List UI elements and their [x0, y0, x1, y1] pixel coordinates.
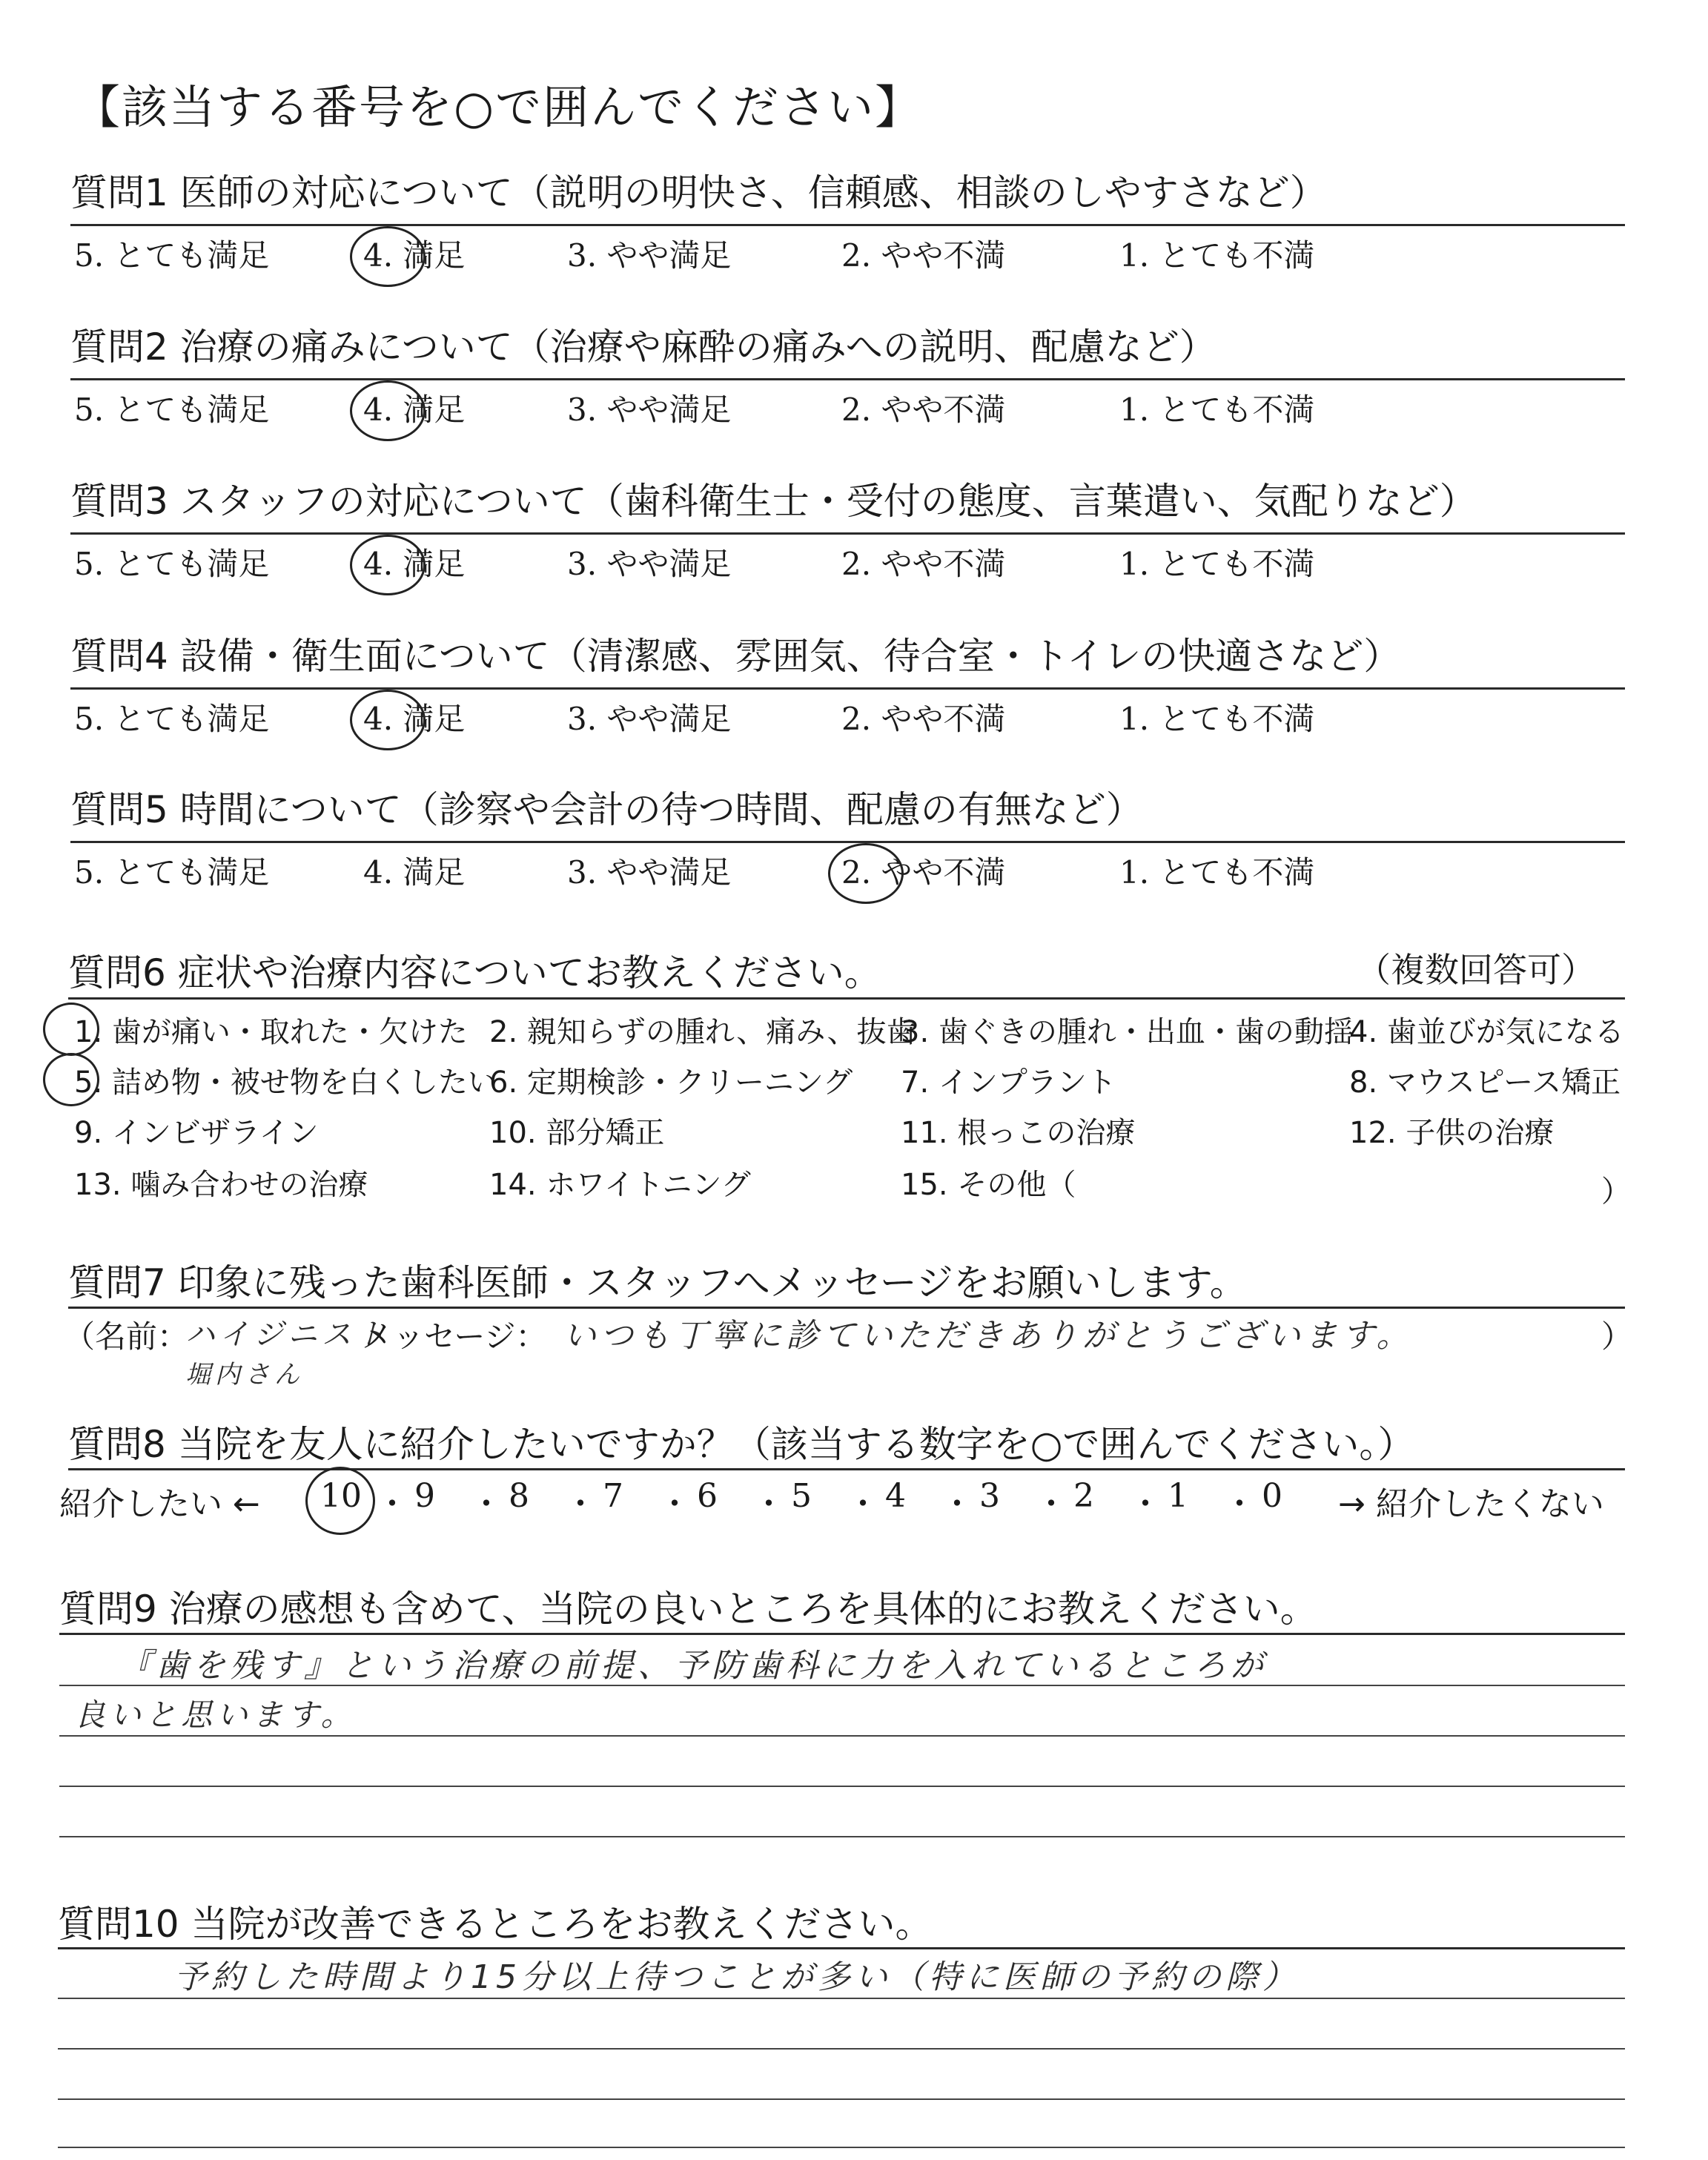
q10-rule [58, 1947, 1625, 1949]
q8-number-1: 1 [1168, 1477, 1188, 1515]
q5-option-2: 2. やや不満 [841, 854, 1006, 891]
q8-dot-separator: ・ [564, 1485, 597, 1523]
q6-option-6: 6. 定期検診・クリーニング [489, 1066, 853, 1100]
q6-option-11: 11. 根っこの治療 [901, 1116, 1136, 1150]
q8-dot-separator: ・ [1223, 1485, 1256, 1523]
q8-number-4: 4 [885, 1477, 906, 1515]
q8-title: 質問8 当院を友人に紹介したいですか？（該当する数字を○で囲んでください。） [68, 1423, 1415, 1466]
q10-line [58, 1998, 1625, 1999]
q5-rule [70, 841, 1625, 843]
q8-rule [68, 1468, 1625, 1470]
q6-option-3: 3. 歯ぐきの腫れ・出血・歯の動揺 [901, 1015, 1354, 1049]
q6-option-15: 15. その他（ [901, 1168, 1076, 1202]
q1-rule [70, 224, 1625, 226]
q9-line [59, 1685, 1625, 1686]
q8-dot-separator: ・ [470, 1485, 503, 1523]
q2-option-2: 2. やや不満 [841, 392, 1006, 428]
q9-title: 質問9 治療の感想も含めて、当院の良いところを具体的にお教えください。 [59, 1588, 1317, 1631]
q4-option-2: 2. やや不満 [841, 701, 1006, 737]
q3-option-4: 4. 満足 [363, 546, 466, 582]
q6-selected-circle-5 [43, 1053, 99, 1106]
q8-dot-separator: ・ [658, 1485, 691, 1523]
q8-number-5: 5 [791, 1477, 812, 1515]
q2-option-4: 4. 満足 [363, 392, 466, 428]
q6-rule [68, 997, 1625, 1000]
q8-selected-circle [305, 1467, 375, 1535]
q9-answer-line-1: 『歯を残す』という治療の前提、予防歯科に力を入れているところが [119, 1647, 1268, 1685]
q8-dot-separator: ・ [1035, 1485, 1068, 1523]
q5-option-1: 1. とても不満 [1119, 854, 1315, 891]
q8-dot-separator: ・ [941, 1485, 973, 1523]
q1-option-4: 4. 満足 [363, 237, 466, 274]
q9-rule [59, 1633, 1625, 1635]
q8-number-10: 10 [320, 1477, 362, 1515]
q1-option-5: 5. とても満足 [74, 237, 270, 274]
q6-title: 質問6 症状や治療内容についてお教えください。 [68, 951, 881, 994]
q3-selected-circle [350, 535, 426, 595]
q1-option-2: 2. やや不満 [841, 237, 1006, 274]
q7-message-label: メッセージ： [362, 1318, 547, 1355]
q7-name-value-2: 堀内さん [185, 1360, 304, 1390]
page-header: 【該当する番号を○で囲んでください】 [74, 80, 923, 134]
q4-title: 質問4 設備・衛生面について（清潔感、雰囲気、待合室・トイレの快適さなど） [70, 635, 1401, 678]
q6-option-14: 14. ホワイトニング [489, 1168, 751, 1202]
q10-line [58, 2098, 1625, 2100]
q8-dot-separator: ・ [376, 1485, 408, 1523]
q9-line [59, 1786, 1625, 1787]
q4-rule [70, 687, 1625, 690]
q3-option-2: 2. やや不満 [841, 546, 1006, 582]
q6-option-8: 8. マウスピース矯正 [1349, 1066, 1621, 1100]
q8-number-7: 7 [603, 1477, 623, 1515]
q8-left-label: 紹介したい ← [59, 1485, 260, 1523]
q5-option-4: 4. 満足 [363, 854, 466, 891]
q8-number-2: 2 [1073, 1477, 1094, 1515]
q6-option-10: 10. 部分矯正 [489, 1116, 665, 1150]
q8-dot-separator: ・ [752, 1485, 785, 1523]
q7-name-value: ハイジニスト [185, 1318, 390, 1352]
q9-answer-line-2: 良いと思います。 [74, 1697, 357, 1733]
q5-selected-circle [828, 843, 904, 904]
q4-option-4: 4. 満足 [363, 701, 466, 737]
q2-option-3: 3. やや満足 [567, 392, 732, 428]
q7-message-value: いつも丁寧に診ていただきありがとうございます。 [563, 1317, 1414, 1355]
q2-option-1: 1. とても不満 [1119, 392, 1315, 428]
q3-option-5: 5. とても満足 [74, 546, 270, 582]
q6-option-2: 2. 親知らずの腫れ、痛み、抜歯 [489, 1015, 916, 1049]
q5-option-5: 5. とても満足 [74, 854, 270, 891]
q10-title: 質問10 当院が改善できるところをお教えください。 [58, 1903, 933, 1946]
q8-dot-separator: ・ [1129, 1485, 1162, 1523]
q6-option-12: 12. 子供の治療 [1349, 1116, 1555, 1150]
q1-option-3: 3. やや満足 [567, 237, 732, 274]
q8-number-0: 0 [1262, 1477, 1282, 1515]
q6-option-13: 13. 噛み合わせの治療 [74, 1168, 368, 1202]
q6-note: （複数回答可） [1357, 950, 1595, 990]
q8-number-6: 6 [697, 1477, 718, 1515]
q1-option-1: 1. とても不満 [1119, 237, 1315, 274]
q8-right-label: → 紹介したくない [1338, 1485, 1604, 1523]
q7-name-label: （名前： [64, 1318, 189, 1355]
q10-answer-line-1: 予約した時間より15分以上待つことが多い（特に医師の予約の際） [174, 1958, 1300, 1996]
q6-option-4: 4. 歯並びが気になる [1349, 1015, 1624, 1049]
q2-option-5: 5. とても満足 [74, 392, 270, 428]
q3-title: 質問3 スタッフの対応について（歯科衛生士・受付の態度、言葉遣い、気配りなど） [70, 480, 1477, 523]
q6-option-1: 1. 歯が痛い・取れた・欠けた [74, 1015, 468, 1049]
q2-rule [70, 378, 1625, 380]
q6-other-close: ） [1601, 1175, 1631, 1209]
q6-option-5: 5. 詰め物・被せ物を白くしたい [74, 1066, 497, 1100]
q8-number-9: 9 [414, 1477, 435, 1515]
q2-selected-circle [350, 380, 426, 441]
q10-line [58, 2147, 1625, 2148]
q10-line [58, 2048, 1625, 2050]
q6-option-7: 7. インプラント [901, 1066, 1116, 1100]
q3-option-3: 3. やや満足 [567, 546, 732, 582]
q4-option-3: 3. やや満足 [567, 701, 732, 737]
q5-option-3: 3. やや満足 [567, 854, 732, 891]
q8-number-8: 8 [509, 1477, 529, 1515]
q2-title: 質問2 治療の痛みについて（治療や麻酔の痛みへの説明、配慮など） [70, 326, 1217, 369]
q4-option-5: 5. とても満足 [74, 701, 270, 737]
q7-title: 質問7 印象に残った歯科医師・スタッフへメッセージをお願いします。 [68, 1261, 1247, 1304]
q8-number-3: 3 [979, 1477, 1000, 1515]
q7-close-paren: ） [1601, 1318, 1633, 1355]
q3-option-1: 1. とても不満 [1119, 546, 1315, 582]
q9-line [59, 1836, 1625, 1837]
q1-selected-circle [350, 226, 426, 287]
q3-rule [70, 532, 1625, 535]
q6-selected-circle-1 [43, 1003, 99, 1056]
q4-option-1: 1. とても不満 [1119, 701, 1315, 737]
q4-selected-circle [350, 690, 426, 750]
q6-option-9: 9. インビザライン [74, 1116, 319, 1150]
q1-title: 質問1 医師の対応について（説明の明快さ、信頼感、相談のしやすさなど） [70, 171, 1327, 214]
q5-title: 質問5 時間について（診察や会計の待つ時間、配慮の有無など） [70, 788, 1143, 831]
q8-dot-separator: ・ [847, 1485, 879, 1523]
q9-line [59, 1735, 1625, 1737]
